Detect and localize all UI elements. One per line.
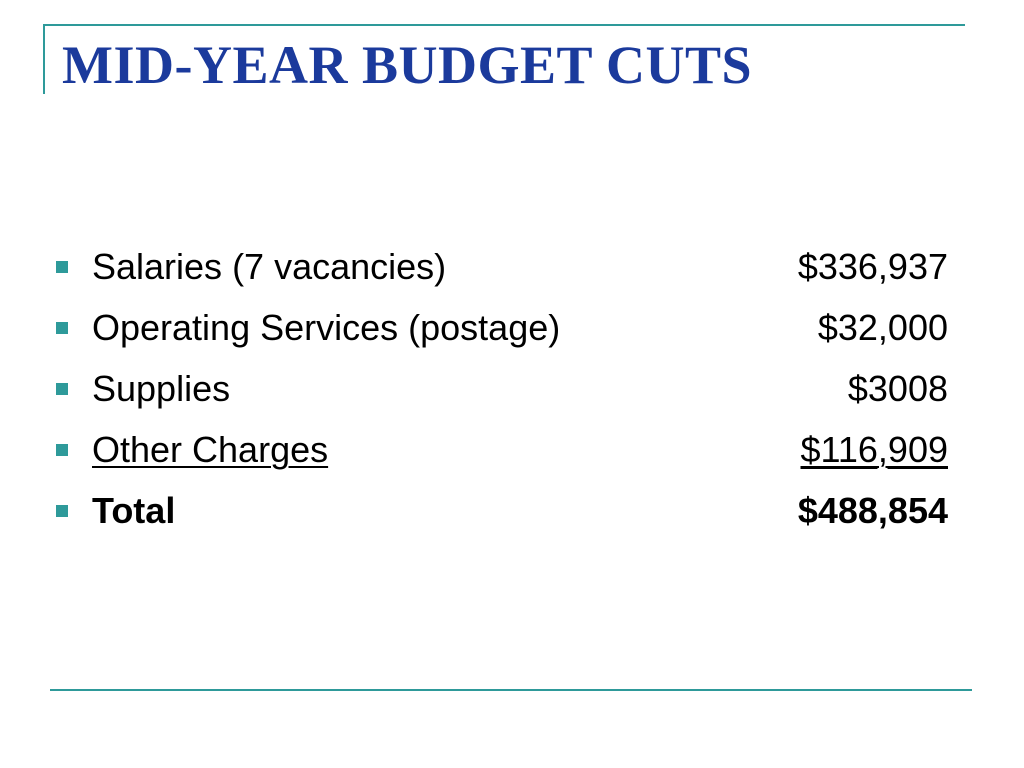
budget-list — [56, 236, 948, 541]
list-item-total — [56, 480, 948, 541]
list-item-body — [92, 368, 948, 410]
item-label: Supplies — [92, 367, 231, 409]
item-label: Salaries (7 vacancies) — [92, 245, 447, 287]
list-item-body — [92, 490, 948, 532]
item-amount: $3008 — [847, 367, 948, 409]
square-bullet-icon — [56, 444, 68, 456]
title-frame-horizontal-line — [43, 24, 965, 26]
list-item-body — [92, 307, 948, 349]
title-frame-vertical-line — [43, 24, 45, 94]
square-bullet-icon — [56, 383, 68, 395]
list-item-supplies — [56, 358, 948, 419]
item-label: Operating Services (postage) — [92, 306, 561, 348]
item-amount: $32,000 — [817, 306, 948, 348]
square-bullet-icon — [56, 505, 68, 517]
item-amount: $116,909 — [800, 428, 948, 470]
list-item-body — [92, 246, 948, 288]
list-item-salaries — [56, 236, 948, 297]
slide-title: MID-YEAR BUDGET CUTS — [62, 35, 753, 95]
list-item-body — [92, 429, 948, 471]
item-amount: $488,854 — [797, 489, 948, 531]
item-label: Other Charges — [92, 428, 329, 470]
list-item-other-charges — [56, 419, 948, 480]
square-bullet-icon — [56, 322, 68, 334]
list-item-operating-services — [56, 297, 948, 358]
square-bullet-icon — [56, 261, 68, 273]
item-amount: $336,937 — [797, 245, 948, 287]
footer-divider — [50, 689, 972, 691]
item-label: Total — [92, 489, 176, 531]
